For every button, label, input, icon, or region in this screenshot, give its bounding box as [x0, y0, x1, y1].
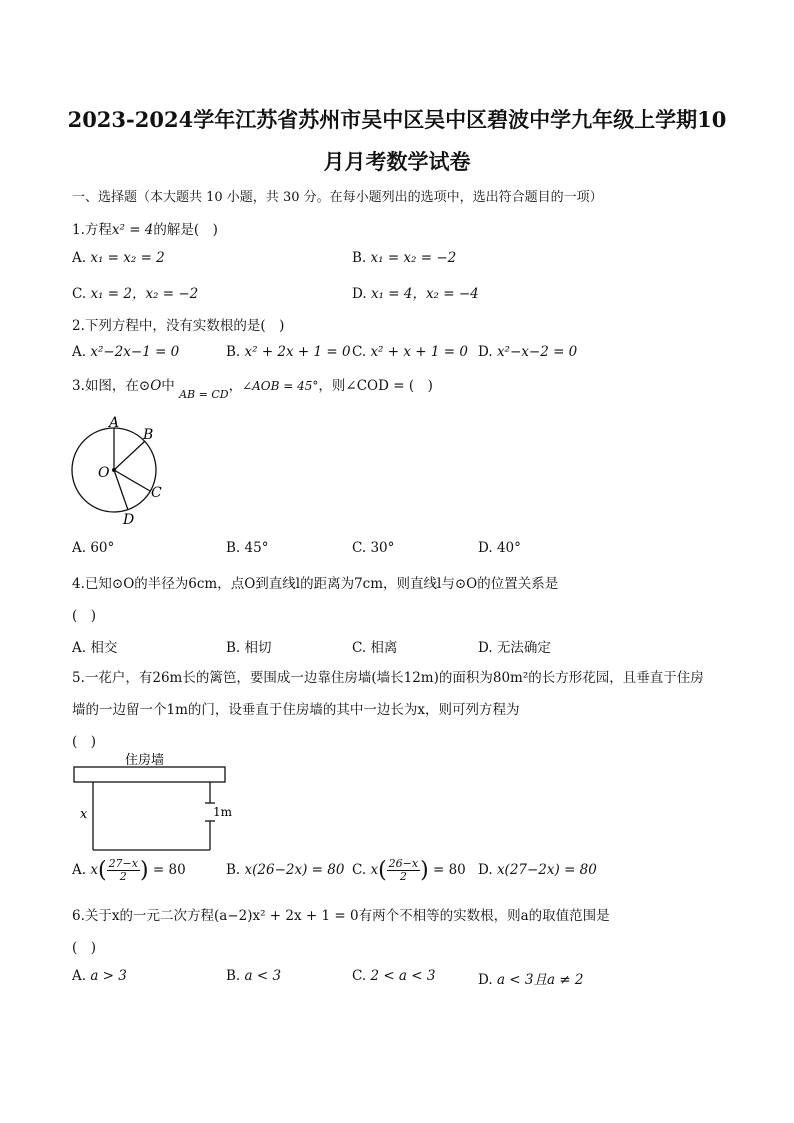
- exam-title-line2: 月月考数学试卷: [323, 149, 471, 174]
- option-value: 40°: [496, 540, 521, 556]
- side-x-label: x: [80, 807, 88, 822]
- option-letter: D.: [352, 286, 367, 302]
- option-value: 45°: [244, 540, 269, 556]
- option-value: x₁ = x₂ = 2: [90, 250, 165, 266]
- q1-option-d: [352, 282, 479, 302]
- q6-option-a: [72, 968, 127, 984]
- option-value: x( $\frac{27-x}{2}$ ): [90, 857, 149, 883]
- option-value: a > 3: [90, 968, 127, 984]
- radius-od: [114, 470, 128, 510]
- q6-option-d: [478, 968, 584, 988]
- q3-stem-mid: 中: [161, 378, 175, 394]
- option-letter: A.: [72, 250, 87, 266]
- q3-option-a: [72, 540, 114, 556]
- q4-option-b: B. 相切: [226, 640, 272, 656]
- q5-option-b: [226, 862, 344, 878]
- q1-equation: x² = 4: [111, 222, 154, 238]
- option-value: 2 < a < 3: [370, 968, 436, 984]
- option-letter: D.: [478, 540, 493, 556]
- option-value: x₁ = 4，x₂ = −4: [370, 286, 479, 302]
- option-value: x(27−2x) = 80: [496, 862, 597, 878]
- q4-option-a: A. 相交: [72, 640, 118, 656]
- radius-oc: [114, 470, 150, 491]
- option-value: x₁ = 2，x₂ = −2: [90, 286, 199, 302]
- q1-stem-pre: 1.方程: [72, 222, 112, 238]
- q4-stem: 4.已知⊙O的半径为6cm，点O到直线l的距离为7cm，则直线l与⊙O的位置关系是: [72, 576, 559, 592]
- option-value: 60°: [90, 540, 115, 556]
- label-a: A: [109, 415, 120, 431]
- fraction-numerator: 26−x: [388, 857, 419, 870]
- q5-option-d: [478, 862, 597, 878]
- q2-option-c: [352, 344, 468, 360]
- q6-answer-paren: ( ): [72, 940, 97, 956]
- circle-center-letter: O: [150, 378, 162, 394]
- label-c: C: [151, 485, 162, 501]
- fraction-denominator: 2: [399, 870, 407, 883]
- wall-label: 住房墙: [125, 753, 165, 768]
- option-value: 30°: [370, 540, 395, 556]
- option-value: a < 3: [244, 968, 282, 984]
- option-letter: C.: [352, 540, 367, 556]
- q4-option-d: D. 无法确定: [478, 640, 551, 656]
- option-letter: C.: [352, 968, 367, 984]
- option-rhs: = 80: [432, 862, 466, 878]
- q2-stem: 2.下列方程中，没有实数根的是( ): [72, 318, 285, 334]
- option-letter: C.: [352, 344, 367, 360]
- fraction-numerator: 27−x: [108, 857, 138, 870]
- option-letter: C.: [352, 862, 367, 878]
- option-value: x²−x−2 = 0: [496, 344, 578, 360]
- center-point: [112, 468, 116, 472]
- option-value: x² + 2x + 1 = 0: [244, 344, 351, 360]
- option-letter: D.: [478, 972, 493, 988]
- q3-stem: 3.如图，在⊙O中 $_{AB = CD}$，∠AOB = 45°，则∠COD = ( ): [72, 378, 433, 401]
- option-letter: D.: [478, 862, 493, 878]
- q3-circle-figure: [62, 412, 172, 530]
- q3-stem-pre: 3.如图，在: [72, 378, 139, 394]
- label-d: D: [123, 512, 135, 528]
- q3-option-c: [352, 540, 394, 556]
- radius-ob: [114, 441, 145, 470]
- label-b: B: [143, 427, 154, 443]
- option-letter: B.: [352, 250, 367, 266]
- option-value: x² + x + 1 = 0: [370, 344, 468, 360]
- option-letter: B.: [226, 862, 241, 878]
- q6-option-c: [352, 968, 435, 984]
- option-value: x(26−2x) = 80: [244, 862, 345, 878]
- q6-stem: 6.关于x的一元二次方程(a−2)x² + 2x + 1 = 0有两个不相等的实数根，则a的取值范围是: [72, 908, 610, 924]
- option-value: x₁ = x₂ = −2: [370, 250, 457, 266]
- option-letter: C.: [72, 286, 87, 302]
- q3-option-d: [478, 540, 521, 556]
- option-letter: B.: [226, 968, 241, 984]
- section-heading: 一、选择题（本大题共 10 小题，共 30 分。在每小题列出的选项中，选出符合题目的一项）: [72, 190, 603, 205]
- q5-stem-line1: 5.一花户，有26m长的篱笆，要围成一边靠住房墙(墙长12m)的面积为80m²的长方形花园，且垂直于住房: [72, 670, 704, 686]
- q5-option-a: [72, 858, 186, 883]
- q6-option-b: [226, 968, 281, 984]
- option-letter: A.: [72, 968, 87, 984]
- q2-option-d: [478, 344, 577, 360]
- wall-rect: [74, 767, 225, 782]
- q1-stem-post: 的解是( ): [153, 222, 218, 238]
- q3-option-b: [226, 540, 268, 556]
- option-letter: A.: [72, 862, 87, 878]
- option-value: x²−2x−1 = 0: [90, 344, 180, 360]
- q1-option-c: [72, 282, 198, 302]
- option-value: x( $\frac{26-x}{2}$ ): [370, 857, 429, 883]
- q4-answer-paren: ( ): [72, 608, 97, 624]
- q3-angle: ∠AOB = 45°: [242, 379, 319, 393]
- q2-option-a: [72, 344, 179, 360]
- fraction-denominator: 2: [119, 870, 127, 883]
- circle-o-icon: ⊙: [138, 378, 151, 394]
- option-letter: B.: [226, 344, 241, 360]
- q3-stem-post: ，则∠COD = ( ): [318, 378, 433, 394]
- q5-option-c: [352, 858, 466, 883]
- option-letter: D.: [478, 344, 493, 360]
- option-value: a < 3且a ≠ 2: [496, 972, 584, 988]
- label-o: O: [98, 465, 110, 481]
- option-letter: B.: [226, 540, 241, 556]
- q2-option-b: [226, 344, 351, 360]
- q1-option-b: [352, 250, 456, 266]
- q1-option-a: [72, 250, 165, 266]
- exam-title-line1: 2023-2024学年江苏省苏州市吴中区吴中区碧波中学九年级上学期10: [67, 107, 727, 132]
- option-rhs: = 80: [152, 862, 186, 878]
- door-label: 1m: [213, 805, 232, 819]
- option-letter: A.: [72, 540, 87, 556]
- q1-stem: [72, 218, 218, 238]
- q5-garden-figure: [70, 750, 232, 854]
- option-letter: A.: [72, 344, 87, 360]
- q3-arc-equation: AB = CD: [179, 388, 229, 401]
- q4-option-c: C. 相离: [352, 640, 398, 656]
- q5-answer-paren: ( ): [72, 734, 97, 750]
- q5-stem-line2: 墙的一边留一个1m的门，设垂直于住房墙的其中一边长为x，则可列方程为: [72, 702, 520, 718]
